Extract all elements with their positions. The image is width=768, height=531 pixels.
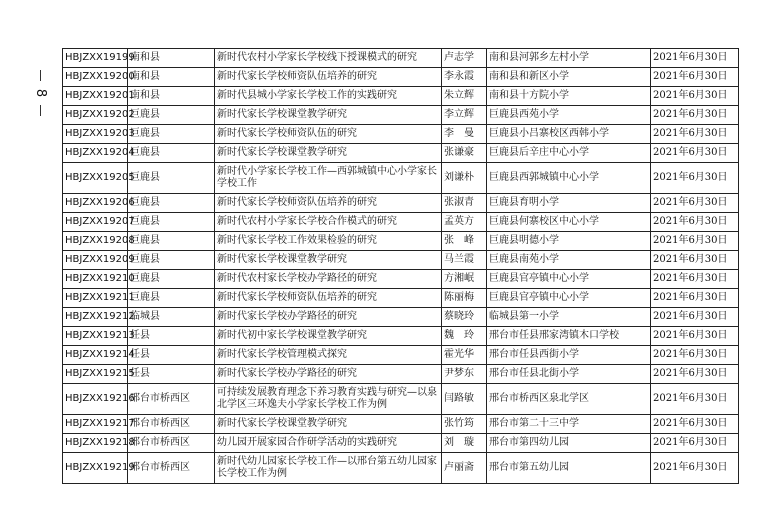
project-id-cell: HBJZXX19212 <box>63 308 128 327</box>
table-row <box>63 232 739 251</box>
table-row <box>63 453 739 484</box>
table-row <box>63 125 739 144</box>
project-title-cell: 新时代家长学校管理模式探究 <box>215 346 442 365</box>
date-cell: 2021年6月30日 <box>651 49 739 68</box>
table-row <box>63 308 739 327</box>
person-cell: 朱立辉 <box>442 87 487 106</box>
county-cell: 巨鹿县 <box>128 144 215 163</box>
person-cell: 张谦豪 <box>442 144 487 163</box>
date-cell: 2021年6月30日 <box>651 125 739 144</box>
project-table <box>62 48 739 484</box>
table-row <box>63 163 739 194</box>
table-row <box>63 289 739 308</box>
person-cell: 闫路敏 <box>442 384 487 415</box>
page-number <box>30 70 50 120</box>
date-cell: 2021年6月30日 <box>651 415 739 434</box>
school-cell: 巨鹿县小吕寨校区西韩小学 <box>487 125 651 144</box>
county-cell: 巨鹿县 <box>128 125 215 144</box>
project-title-cell: 新时代家长学校课堂教学研究 <box>215 415 442 434</box>
table-row <box>63 194 739 213</box>
person-cell: 魏 玲 <box>442 327 487 346</box>
county-cell: 巨鹿县 <box>128 289 215 308</box>
county-cell: 任县 <box>128 346 215 365</box>
project-id-cell: HBJZXX19203 <box>63 125 128 144</box>
school-cell: 邢台市第二十三中学 <box>487 415 651 434</box>
school-cell: 邢台市任县邢家湾镇木口学校 <box>487 327 651 346</box>
project-id-cell: HBJZXX19213 <box>63 327 128 346</box>
school-cell: 邢台市第四幼儿园 <box>487 434 651 453</box>
project-id-cell: HBJZXX19206 <box>63 194 128 213</box>
person-cell: 陈丽梅 <box>442 289 487 308</box>
person-cell: 刘谦朴 <box>442 163 487 194</box>
county-cell: 任县 <box>128 327 215 346</box>
project-title-cell: 新时代农村小学家长学校合作模式的研究 <box>215 213 442 232</box>
county-cell: 任县 <box>128 365 215 384</box>
project-id-cell: HBJZXX19202 <box>63 106 128 125</box>
project-title-cell: 新时代农村小学家长学校线下授课模式的研究 <box>215 49 442 68</box>
project-id-cell: HBJZXX19218 <box>63 434 128 453</box>
school-cell: 邢台市第五幼儿园 <box>487 453 651 484</box>
project-title-cell: 新时代家长学校师资队伍培养的研究 <box>215 194 442 213</box>
project-id-cell: HBJZXX19209 <box>63 251 128 270</box>
table-row <box>63 68 739 87</box>
school-cell: 邢台市任县西街小学 <box>487 346 651 365</box>
county-cell: 邢台市桥西区 <box>128 384 215 415</box>
person-cell: 卢志学 <box>442 49 487 68</box>
county-cell: 巨鹿县 <box>128 232 215 251</box>
county-cell: 南和县 <box>128 68 215 87</box>
project-id-cell: HBJZXX19201 <box>63 87 128 106</box>
school-cell: 邢台市桥西区泉北学区 <box>487 384 651 415</box>
page-number-dash-top <box>40 70 41 81</box>
table-row <box>63 87 739 106</box>
page-number-text: 8 <box>33 88 48 98</box>
project-id-cell: HBJZXX19199 <box>63 49 128 68</box>
county-cell: 邢台市桥西区 <box>128 434 215 453</box>
project-id-cell: HBJZXX19217 <box>63 415 128 434</box>
person-cell: 孟英方 <box>442 213 487 232</box>
date-cell: 2021年6月30日 <box>651 434 739 453</box>
table-row <box>63 384 739 415</box>
project-id-cell: HBJZXX19205 <box>63 163 128 194</box>
person-cell: 尹梦东 <box>442 365 487 384</box>
project-title-cell: 新时代初中家长学校课堂教学研究 <box>215 327 442 346</box>
table-row <box>63 251 739 270</box>
project-title-cell: 新时代小学家长学校工作—西郭城镇中心小学家长学校工作 <box>215 163 442 194</box>
page-number-dash-bottom <box>40 105 41 116</box>
project-id-cell: HBJZXX19214 <box>63 346 128 365</box>
person-cell: 张淑青 <box>442 194 487 213</box>
table-row <box>63 327 739 346</box>
date-cell: 2021年6月30日 <box>651 251 739 270</box>
county-cell: 巨鹿县 <box>128 106 215 125</box>
project-title-cell: 新时代家长学校课堂教学研究 <box>215 144 442 163</box>
project-id-cell: HBJZXX19219 <box>63 453 128 484</box>
date-cell: 2021年6月30日 <box>651 232 739 251</box>
date-cell: 2021年6月30日 <box>651 270 739 289</box>
project-title-cell: 新时代家长学校工作效果检验的研究 <box>215 232 442 251</box>
table-row <box>63 49 739 68</box>
person-cell: 卢丽斋 <box>442 453 487 484</box>
date-cell: 2021年6月30日 <box>651 289 739 308</box>
school-cell: 巨鹿县明德小学 <box>487 232 651 251</box>
county-cell: 邢台市桥西区 <box>128 453 215 484</box>
table-row <box>63 213 739 232</box>
school-cell: 临城县第一小学 <box>487 308 651 327</box>
school-cell: 巨鹿县西苑小学 <box>487 106 651 125</box>
person-cell: 刘 璇 <box>442 434 487 453</box>
date-cell: 2021年6月30日 <box>651 384 739 415</box>
school-cell: 巨鹿县育明小学 <box>487 194 651 213</box>
project-title-cell: 新时代农村家长学校办学路径的研究 <box>215 270 442 289</box>
date-cell: 2021年6月30日 <box>651 308 739 327</box>
project-title-cell: 新时代家长学校师资队伍培养的研究 <box>215 68 442 87</box>
county-cell: 临城县 <box>128 308 215 327</box>
table-row <box>63 270 739 289</box>
school-cell: 南和县河郭乡左村小学 <box>487 49 651 68</box>
county-cell: 邢台市桥西区 <box>128 415 215 434</box>
date-cell: 2021年6月30日 <box>651 346 739 365</box>
person-cell: 马兰霞 <box>442 251 487 270</box>
date-cell: 2021年6月30日 <box>651 163 739 194</box>
school-cell: 巨鹿县官亭镇中心小学 <box>487 270 651 289</box>
project-table-body <box>63 49 739 484</box>
table-row <box>63 365 739 384</box>
project-id-cell: HBJZXX19207 <box>63 213 128 232</box>
county-cell: 巨鹿县 <box>128 163 215 194</box>
person-cell: 李 曼 <box>442 125 487 144</box>
date-cell: 2021年6月30日 <box>651 194 739 213</box>
person-cell: 张竹筠 <box>442 415 487 434</box>
date-cell: 2021年6月30日 <box>651 87 739 106</box>
date-cell: 2021年6月30日 <box>651 106 739 125</box>
table-row <box>63 434 739 453</box>
school-cell: 邢台市任县北街小学 <box>487 365 651 384</box>
date-cell: 2021年6月30日 <box>651 365 739 384</box>
project-id-cell: HBJZXX19208 <box>63 232 128 251</box>
date-cell: 2021年6月30日 <box>651 213 739 232</box>
county-cell: 巨鹿县 <box>128 270 215 289</box>
school-cell: 巨鹿县南苑小学 <box>487 251 651 270</box>
project-title-cell: 新时代家长学校课堂教学研究 <box>215 251 442 270</box>
person-cell: 霍光华 <box>442 346 487 365</box>
project-id-cell: HBJZXX19204 <box>63 144 128 163</box>
project-id-cell: HBJZXX19200 <box>63 68 128 87</box>
date-cell: 2021年6月30日 <box>651 327 739 346</box>
county-cell: 南和县 <box>128 49 215 68</box>
date-cell: 2021年6月30日 <box>651 144 739 163</box>
project-title-cell: 新时代家长学校师资队伍的研究 <box>215 125 442 144</box>
school-cell: 南和县十方院小学 <box>487 87 651 106</box>
table-row <box>63 346 739 365</box>
project-title-cell: 新时代县城小学家长学校工作的实践研究 <box>215 87 442 106</box>
project-id-cell: HBJZXX19210 <box>63 270 128 289</box>
school-cell: 南和县和新区小学 <box>487 68 651 87</box>
project-title-cell: 新时代家长学校课堂教学研究 <box>215 106 442 125</box>
county-cell: 巨鹿县 <box>128 194 215 213</box>
table-row <box>63 415 739 434</box>
school-cell: 巨鹿县官亭镇中心小学 <box>487 289 651 308</box>
person-cell: 蔡晓玲 <box>442 308 487 327</box>
person-cell: 李立辉 <box>442 106 487 125</box>
date-cell: 2021年6月30日 <box>651 68 739 87</box>
project-title-cell: 新时代家长学校办学路径的研究 <box>215 308 442 327</box>
project-title-cell: 新时代家长学校师资队伍培养的研究 <box>215 289 442 308</box>
project-title-cell: 可持续发展教育理念下养习教育实践与研究—以泉北学区三环逸夫小学家长学校工作为例 <box>215 384 442 415</box>
project-title-cell: 幼儿园开展家园合作研学活动的实践研究 <box>215 434 442 453</box>
school-cell: 巨鹿县后辛庄中心小学 <box>487 144 651 163</box>
person-cell: 方湘岷 <box>442 270 487 289</box>
date-cell: 2021年6月30日 <box>651 453 739 484</box>
project-id-cell: HBJZXX19216 <box>63 384 128 415</box>
person-cell: 张 峰 <box>442 232 487 251</box>
county-cell: 巨鹿县 <box>128 213 215 232</box>
project-title-cell: 新时代家长学校办学路径的研究 <box>215 365 442 384</box>
table-row <box>63 144 739 163</box>
table-row <box>63 106 739 125</box>
school-cell: 巨鹿县西郭城镇中心小学 <box>487 163 651 194</box>
county-cell: 巨鹿县 <box>128 251 215 270</box>
county-cell: 南和县 <box>128 87 215 106</box>
project-id-cell: HBJZXX19211 <box>63 289 128 308</box>
person-cell: 李永霞 <box>442 68 487 87</box>
project-title-cell: 新时代幼儿园家长学校工作—以邢台第五幼儿园家长学校工作为例 <box>215 453 442 484</box>
school-cell: 巨鹿县何寨校区中心小学 <box>487 213 651 232</box>
project-id-cell: HBJZXX19215 <box>63 365 128 384</box>
